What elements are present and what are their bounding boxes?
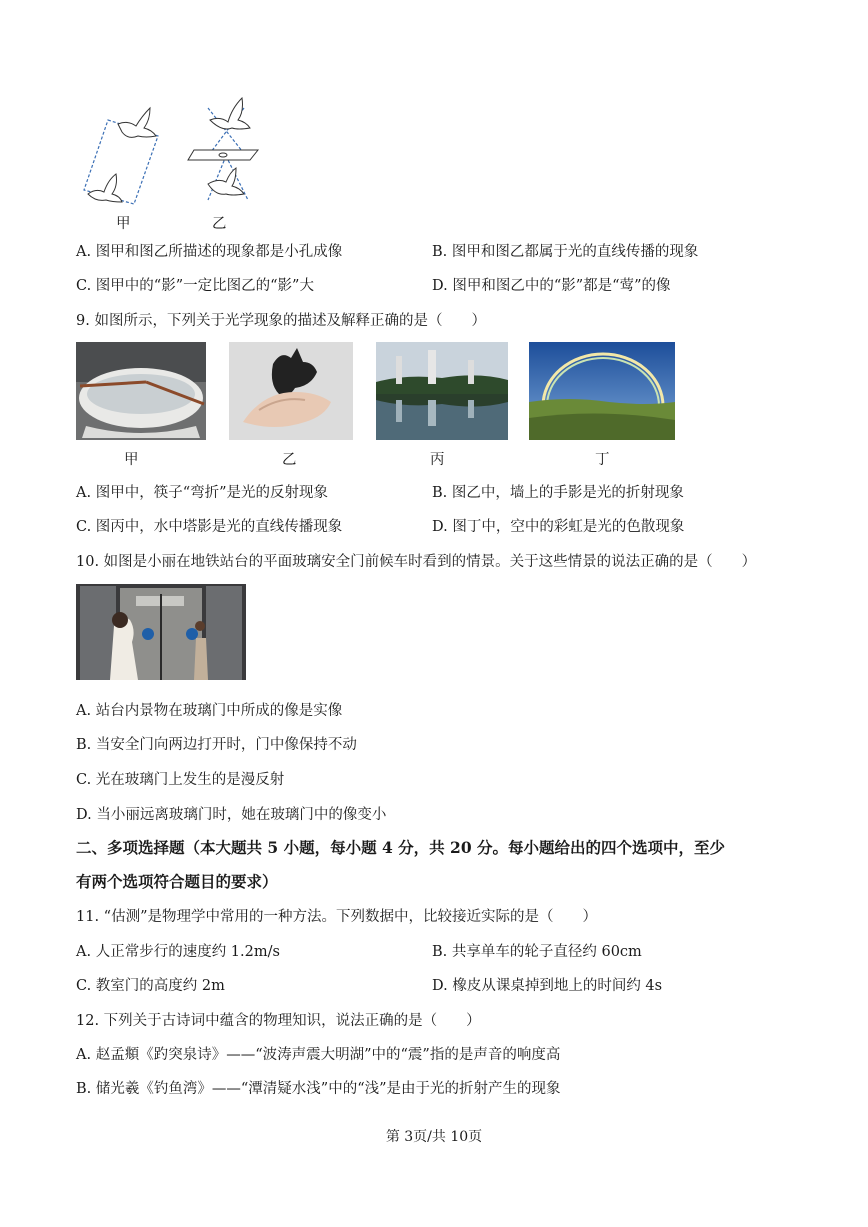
q9-label-ding: 丁 xyxy=(595,452,610,468)
q11-option-c: C. 教室门的高度约 2m xyxy=(76,978,225,994)
q11-option-b: B. 共享单车的轮子直径约 60cm xyxy=(432,944,642,960)
q9-photo-yi xyxy=(229,342,353,440)
q8-figure-jia xyxy=(76,100,166,212)
q8-label-jia: 甲 xyxy=(116,216,131,232)
q8-option-d: D. 图甲和图乙中的“影”都是“莺”的像 xyxy=(432,278,671,294)
q10-photo-glass-door xyxy=(76,584,246,680)
q12-stem: 12. 下列关于古诗词中蕴含的物理知识，说法正确的是（ ） xyxy=(76,1013,481,1029)
q8-option-a: A. 图甲和图乙所描述的现象都是小孔成像 xyxy=(76,244,343,260)
q12-option-b: B. 储光羲《钓鱼湾》——“潭清疑水浅”中的“浅”是由于光的折射产生的现象 xyxy=(76,1081,561,1097)
q8-figure-yi xyxy=(186,96,266,210)
q9-stem: 9. 如图所示，下列关于光学现象的描述及解释正确的是（ ） xyxy=(76,313,486,329)
q10-stem: 10. 如图是小丽在地铁站台的平面玻璃安全门前候车时看到的情景。关于这些情景的说法正确的是（ ） xyxy=(76,554,757,570)
q9-label-bing: 丙 xyxy=(430,452,445,468)
q11-stem: 11. “估测”是物理学中常用的一种方法。下列数据中，比较接近实际的是（ ） xyxy=(76,909,597,925)
q8-label-yi: 乙 xyxy=(212,216,227,232)
q10-option-b: B. 当安全门向两边打开时，门中像保持不动 xyxy=(76,737,357,753)
q9-photo-ding xyxy=(529,342,675,440)
q12-option-a: A. 赵孟頫《趵突泉诗》——“波涛声震大明湖”中的“震”指的是声音的响度高 xyxy=(76,1047,561,1063)
q11-option-a: A. 人正常步行的速度约 1.2m/s xyxy=(76,944,280,960)
section2-heading-line1: 二、多项选择题（本大题共 5 小题，每小题 4 分，共 20 分。每小题给出的四个选项中，至少 xyxy=(76,838,726,857)
q9-photo-jia xyxy=(76,342,206,440)
q8-option-b: B. 图甲和图乙都属于光的直线传播的现象 xyxy=(432,244,699,260)
page-footer: 第 3页/共 10页 xyxy=(385,1129,483,1145)
q9-label-yi: 乙 xyxy=(282,452,297,468)
q9-photo-bing xyxy=(376,342,508,440)
q9-option-a: A. 图甲中，筷子“弯折”是光的反射现象 xyxy=(76,485,329,501)
q9-option-c: C. 图丙中，水中塔影是光的直线传播现象 xyxy=(76,519,343,535)
q10-option-c: C. 光在玻璃门上发生的是漫反射 xyxy=(76,772,285,788)
q11-option-d: D. 橡皮从课桌掉到地上的时间约 4s xyxy=(432,978,663,994)
q10-option-d: D. 当小丽远离玻璃门时，她在玻璃门中的像变小 xyxy=(76,807,387,823)
q9-option-d: D. 图丁中，空中的彩虹是光的色散现象 xyxy=(432,519,685,535)
q9-option-b: B. 图乙中，墙上的手影是光的折射现象 xyxy=(432,485,684,501)
q8-option-c: C. 图甲中的“影”一定比图乙的“影”大 xyxy=(76,278,314,294)
q10-option-a: A. 站台内景物在玻璃门中所成的像是实像 xyxy=(76,703,343,719)
section2-heading-line2: 有两个选项符合题目的要求） xyxy=(76,872,278,891)
q9-label-jia: 甲 xyxy=(124,452,139,468)
